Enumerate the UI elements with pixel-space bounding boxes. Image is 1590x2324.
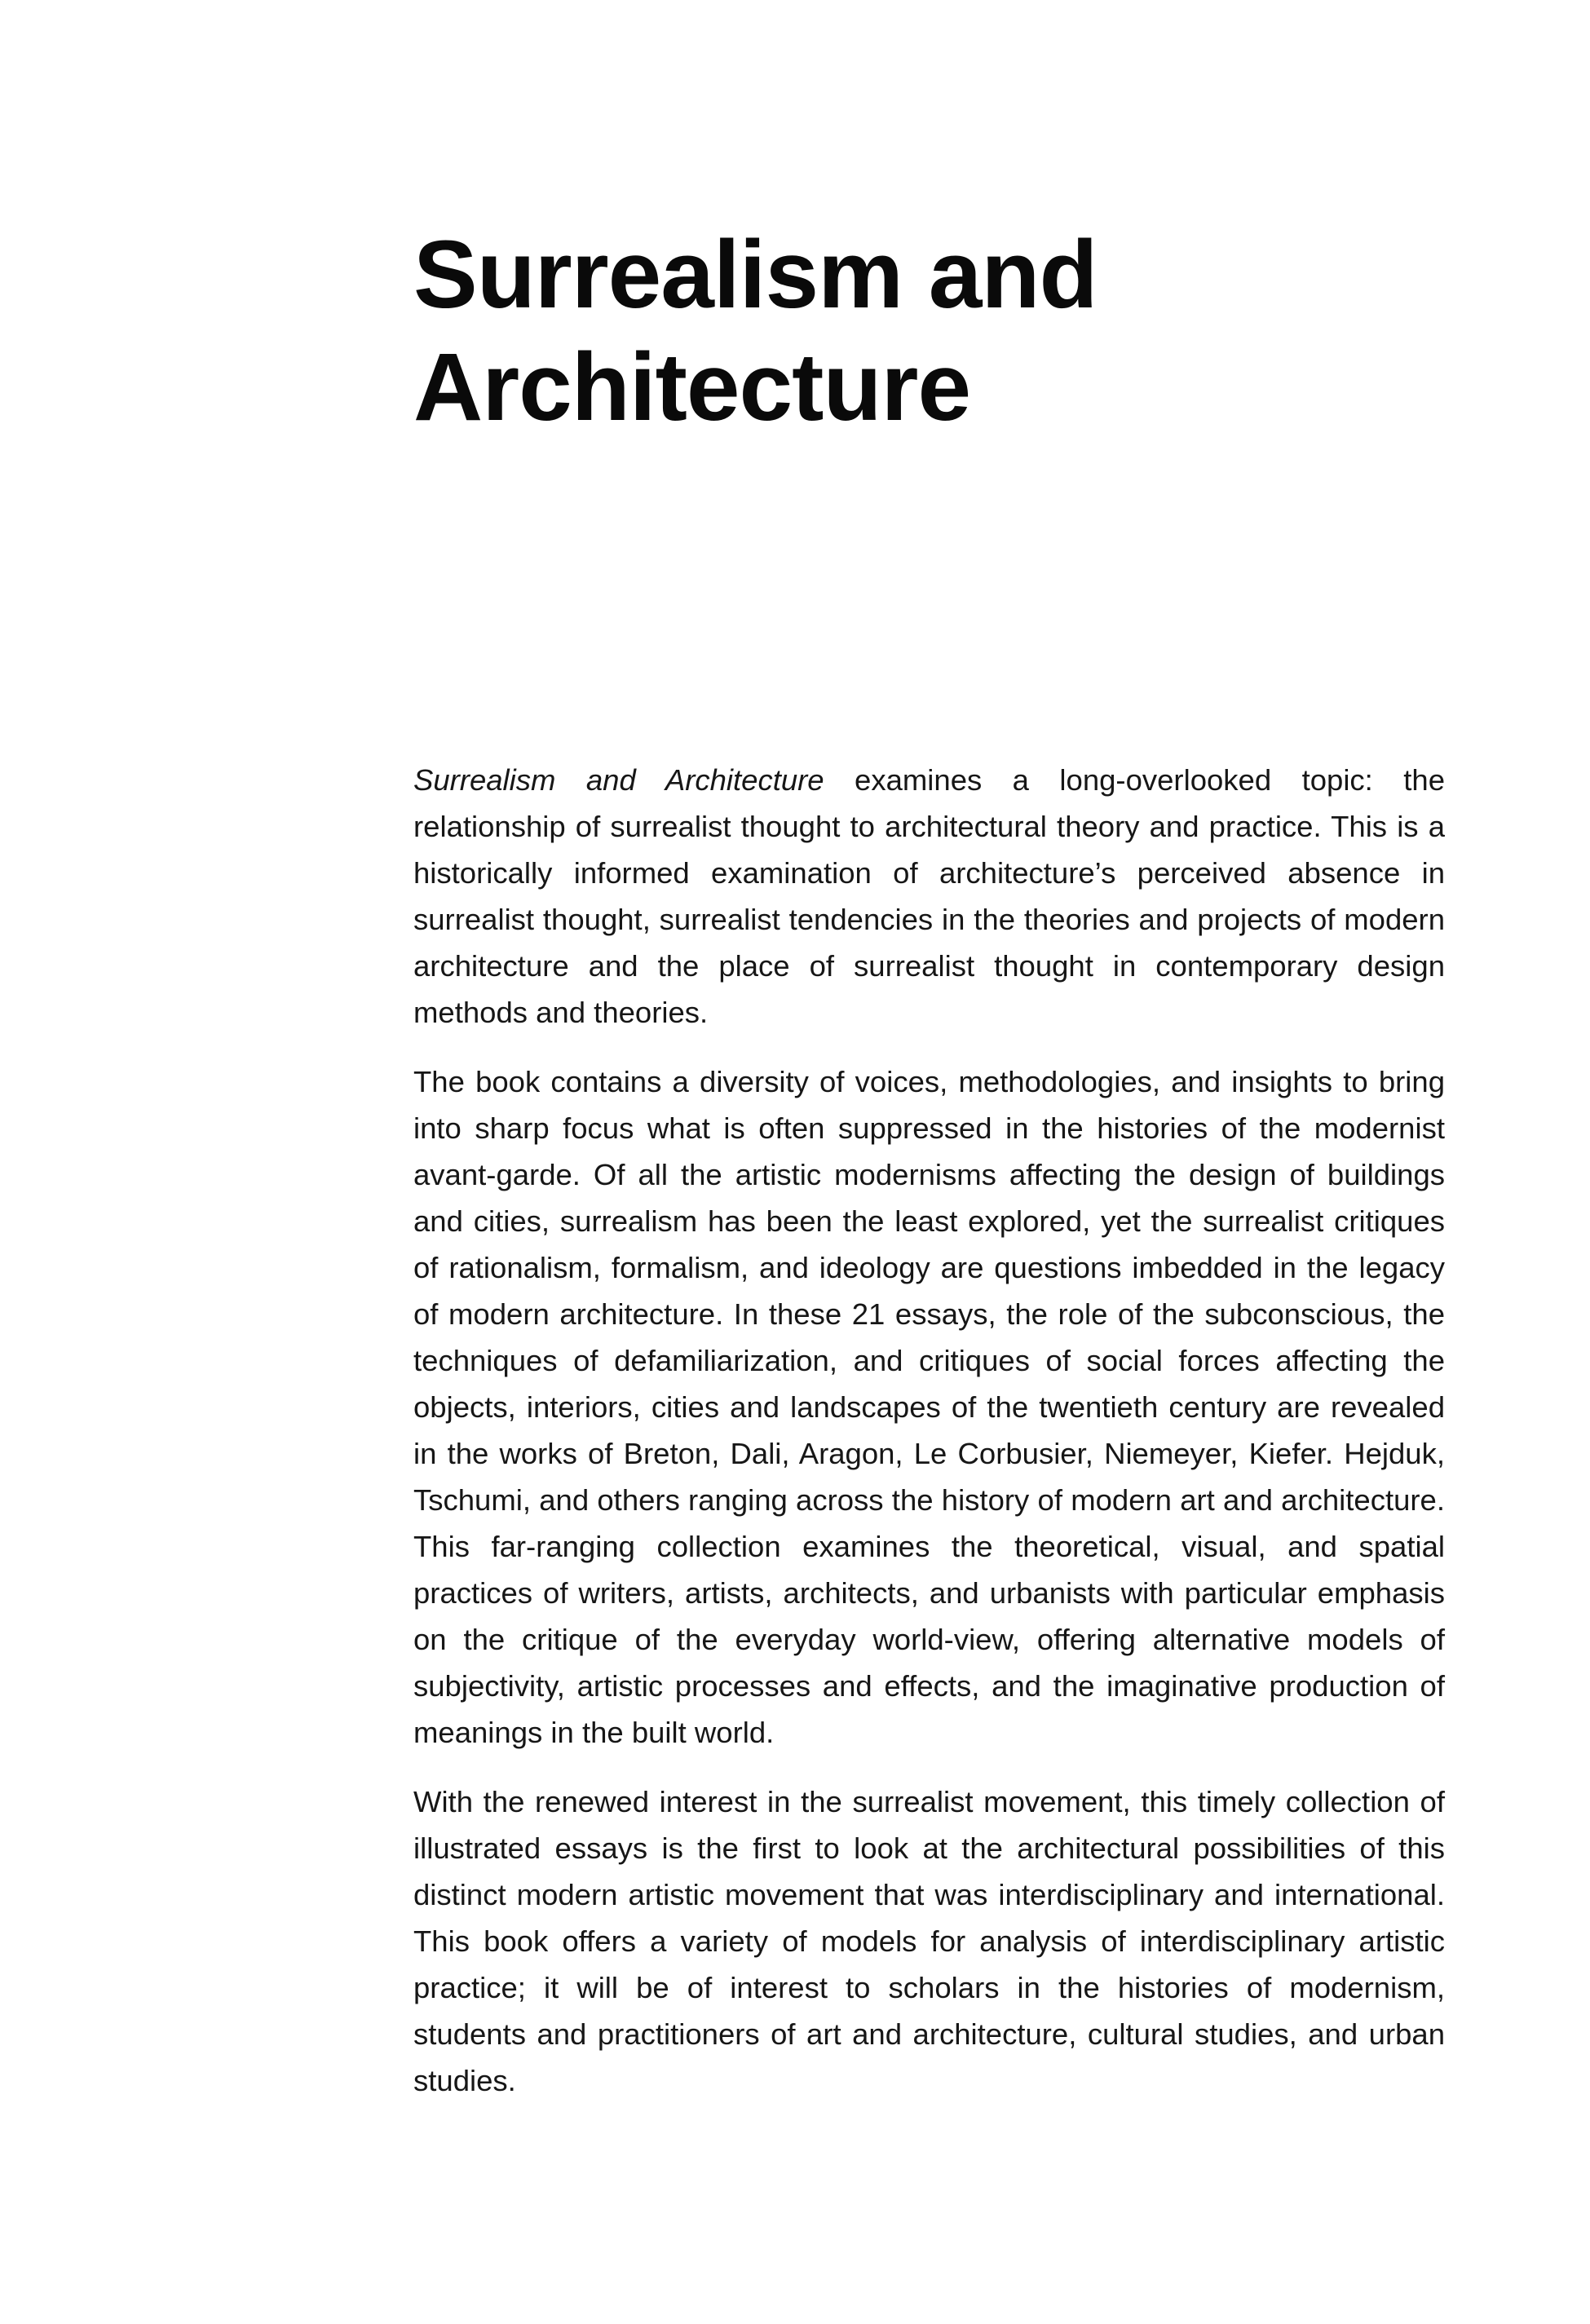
paragraph-3: With the renewed interest in the surrealist movement, this timely collection of illustrated essays is the first to look at the architectural possibilities of this distinct modern artistic movement that was interdisciplinary and international. This book offers a variety of models for analysis of interdisciplinary artistic practice; it will be of interest to scholars in the histories of modernism, students and practitioners of art and architecture, cultural studies, and urban studies. <box>413 1785 1445 2097</box>
title-line-1: Surrealism and <box>413 221 1098 329</box>
paragraph-1-text: examines a long-overlooked topic: the relationship of surrealist thought to architectural theory and practice. This is a historically informed examination of architecture’s perceived absence in surrealist thought, surrealist tendencies in the theories and projects of modern architecture and the place of surrealist thought in contemporary design methods and theories. <box>413 763 1445 1029</box>
paragraph-1 <box>413 757 1445 1036</box>
book-title-italic: Surrealism and Architecture <box>413 763 824 797</box>
book-description <box>413 757 1445 2104</box>
title-line-2: Architecture <box>413 334 971 441</box>
paragraph-2: The book contains a diversity of voices, methodologies, and insights to bring into sharp focus what is often suppressed in the histories of the modernist avant-garde. Of all the artistic modernisms affecting the design of buildings and cities, surrealism has been the least explored, yet the surrealist critiques of rationalism, formalism, and ideology are questions imbedded in the legacy of modern architecture. In these 21 essays, the role of the subconscious, the techniques of defamiliarization, and critiques of social forces affecting the objects, interiors, cities and landscapes of the twentieth century are revealed in the works of Breton, Dali, Aragon, Le Corbusier, Niemeyer, Kiefer. Hejduk, Tschumi, and others ranging across the history of modern art and architecture. This far-ranging collection examines the theoretical, visual, and spatial practices of writers, artists, architects, and urbanists with particular emphasis on the critique of the everyday world-view, offering alternative models of subjectivity, artistic processes and effects, and the imaginative production of meanings in the built world. <box>413 1065 1445 1749</box>
page-title <box>413 219 1473 444</box>
